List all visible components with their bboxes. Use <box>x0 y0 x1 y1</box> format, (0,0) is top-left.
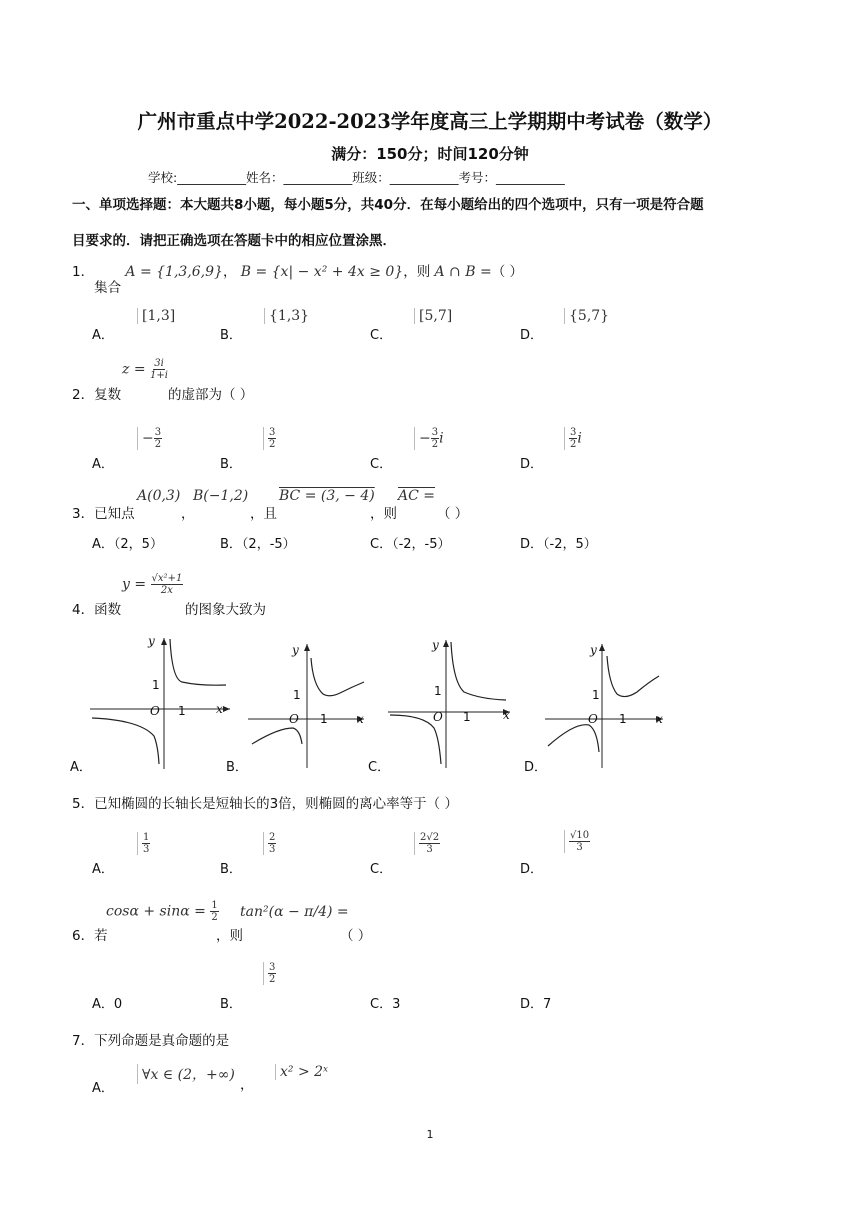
fraction-numerator: 3 <box>154 427 162 438</box>
condition-formula <box>106 900 219 923</box>
option-c <box>370 533 451 552</box>
section-instructions-line1: 一、单项选择题：本大题共8小题，每小题5分，共40分．在每小题给出的四个选项中，只有一项是符合题 <box>72 197 704 213</box>
option-value: （2，-5） <box>241 537 296 552</box>
origin-label: O <box>433 710 443 724</box>
option-a-quantifier: ∀x ∈ (2，+∞) <box>137 1064 235 1084</box>
option-d-formula: {5,7} <box>564 308 609 324</box>
option-value: 3 <box>392 997 401 1012</box>
student-info-line: 学校:___________姓名：___________班级：___________考号：___________ <box>148 170 565 185</box>
option-a-formula <box>137 832 150 855</box>
graph-option-b <box>248 640 373 770</box>
imaginary-unit: i <box>439 430 444 447</box>
function-formula <box>122 573 183 596</box>
option-label: C． <box>370 997 393 1012</box>
option-label-c: C． <box>368 760 391 775</box>
fraction-numerator: 1 <box>211 900 218 911</box>
option-label-c: C． <box>370 457 393 472</box>
option-label: D． <box>520 537 544 552</box>
option-label-a: A． <box>92 1081 114 1096</box>
section-instructions-line2: 目要求的．请把正确选项在答题卡中的相应位置涂黑． <box>72 233 396 249</box>
tick-label-x1: 1 <box>463 710 471 724</box>
option-value: （-2，5） <box>543 537 597 552</box>
tick-label-x1: 1 <box>320 712 328 726</box>
comma: ， <box>181 506 195 522</box>
option-label: D． <box>520 997 544 1012</box>
axis-label-x: x <box>357 712 364 726</box>
tick-label-y1: 1 <box>152 678 160 692</box>
axis-label-y: y <box>432 638 439 652</box>
option-a-inequality: x² > 2ˣ <box>275 1064 328 1080</box>
fraction-denominator: 2 <box>211 912 218 923</box>
fraction-numerator: 3 <box>269 962 276 973</box>
option-c-formula <box>414 427 444 450</box>
fraction-numerator: 2√2 <box>420 832 440 843</box>
option-a <box>92 993 122 1012</box>
option-b-formula: {1,3} <box>264 308 309 324</box>
option-label-a: A． <box>92 862 114 877</box>
formula-text: y = <box>122 576 147 593</box>
fraction-numerator: 2 <box>269 832 276 843</box>
option-value: 0 <box>113 997 123 1012</box>
option-value: （-2，-5） <box>392 537 451 552</box>
fraction-denominator: 3 <box>576 842 583 853</box>
formula-text: cosα + sinα = <box>106 903 206 920</box>
question-number: 1． <box>72 264 95 280</box>
option-d <box>520 993 551 1012</box>
fraction-numerator: 1 <box>143 832 150 843</box>
page-number: 1 <box>426 1128 434 1141</box>
question-7 <box>72 1029 229 1049</box>
fraction-denominator: 2 <box>269 974 276 985</box>
fraction-numerator: 3 <box>269 427 276 438</box>
question-text: 复数 <box>94 387 122 403</box>
minus-sign: − <box>142 430 154 447</box>
point-b-formula: B(−1,2) <box>193 488 249 504</box>
vector-bc-formula: BC = (3, − 4) <box>279 488 375 504</box>
option-label-c: C． <box>370 862 393 877</box>
option-label: A． <box>92 997 114 1012</box>
set-a-formula: A = {1,3,6,9} <box>125 264 223 280</box>
question-number: 6． <box>72 928 95 944</box>
axis-label-y: y <box>292 643 299 657</box>
option-label-d: D． <box>520 862 544 877</box>
tick-label-y1: 1 <box>434 684 442 698</box>
answer-blank: （ ） <box>491 264 524 280</box>
option-b-formula <box>263 427 276 450</box>
question-text: 函数 <box>94 602 122 618</box>
question-text: ，则 <box>370 506 397 522</box>
option-label-a: A． <box>92 328 114 343</box>
option-label-b: B． <box>220 328 242 343</box>
comma: ， <box>240 1077 254 1093</box>
question-text: 若 <box>94 928 108 944</box>
axis-label-y: y <box>148 634 155 648</box>
option-a <box>92 533 163 552</box>
minus-sign: − <box>419 430 431 447</box>
option-d-formula <box>564 427 582 450</box>
option-label-b: B． <box>220 457 242 472</box>
option-d <box>520 533 597 552</box>
fraction-numerator: √10 <box>570 830 590 841</box>
option-label-c: C． <box>370 328 393 343</box>
question-6 <box>72 924 108 944</box>
tick-label-x1: 1 <box>178 704 186 718</box>
fraction-denominator: 3 <box>269 844 276 855</box>
axis-label-x: x <box>216 702 223 716</box>
question-5 <box>72 792 458 812</box>
option-c-formula: [5,7] <box>414 308 452 324</box>
question-number: 5． <box>72 796 95 812</box>
question-number: 3． <box>72 506 95 522</box>
option-label: A． <box>92 537 114 552</box>
option-label-b: B． <box>226 760 248 775</box>
option-label: C． <box>370 537 393 552</box>
question-text: 下列命题是真命题的是 <box>94 1033 230 1049</box>
fraction-denominator: 2x <box>160 585 173 596</box>
fraction-numerator: √x²+1 <box>151 573 183 584</box>
option-label-d: D． <box>524 760 548 775</box>
graph-option-d <box>545 640 670 770</box>
question-text: 已知点 <box>94 506 135 522</box>
option-a-formula <box>137 427 162 450</box>
axis-label-x: x <box>656 712 663 726</box>
origin-label: O <box>150 704 160 718</box>
question-text: 的图象大致为 <box>185 602 266 618</box>
option-b-formula <box>263 832 276 855</box>
question-text: 已知椭圆的长轴长是短轴长的3倍，则椭圆的离心率等于（ ） <box>94 796 458 812</box>
option-value: 7 <box>543 997 552 1012</box>
tick-label-y1: 1 <box>592 688 600 702</box>
question-text: 的虚部为（ ） <box>168 387 254 403</box>
tangent-formula: tan²(α − π/4) = <box>240 904 349 920</box>
question-text: ，且 <box>250 506 277 522</box>
option-a-formula: [1,3] <box>137 308 175 324</box>
option-label-b: B． <box>220 997 242 1012</box>
complex-number-formula <box>122 358 168 381</box>
option-c-formula <box>414 832 440 855</box>
question-1: 1．集合 A = {1,3,6,9}， B = {x| − x² + 4x ≥ 0}，则 A ∩ B =（ ） <box>72 264 524 296</box>
fraction-numerator: 3 <box>570 427 577 438</box>
fraction-denominator: 2 <box>431 439 439 450</box>
option-c <box>370 993 400 1012</box>
question-3 <box>72 502 135 522</box>
question-4 <box>72 598 121 618</box>
fraction-denominator: 3 <box>426 844 433 855</box>
answer-blank: （ ） <box>340 928 372 944</box>
fraction-denominator: 3 <box>143 844 150 855</box>
question-text: ，则 <box>216 928 243 944</box>
question-text: 集合 <box>94 280 122 296</box>
tick-label-x1: 1 <box>619 712 627 726</box>
formula-text: z = <box>122 361 146 378</box>
axis-label-x: x <box>503 708 510 722</box>
option-b-formula <box>263 962 276 985</box>
fraction-denominator: 1+i <box>150 370 168 381</box>
option-label-d: D． <box>520 328 544 343</box>
option-label-d: D． <box>520 457 544 472</box>
answer-blank: （ ） <box>437 506 469 522</box>
origin-label: O <box>588 712 598 726</box>
question-number: 2． <box>72 387 95 403</box>
graph-option-c <box>388 636 518 771</box>
option-label-a: A． <box>92 457 114 472</box>
fraction-denominator: 2 <box>269 439 276 450</box>
option-label-b: B． <box>220 862 242 877</box>
imaginary-unit: i <box>577 430 582 447</box>
option-value: （2，5） <box>113 537 163 552</box>
question-text: ，则 <box>403 264 431 280</box>
exam-meta: 满分：150分；时间120分钟 <box>331 145 529 163</box>
page-title: 广州市重点中学2022-2023学年度高三上学期期中考试卷（数学） <box>137 110 723 133</box>
origin-label: O <box>289 712 299 726</box>
point-a-formula: A(0,3) <box>137 488 181 504</box>
vector-ac-formula: AC = <box>398 488 436 504</box>
question-2 <box>72 383 121 403</box>
tick-label-y1: 1 <box>293 688 301 702</box>
fraction-numerator: 3 <box>431 427 439 438</box>
question-number: 4． <box>72 602 95 618</box>
question-number: 7． <box>72 1033 95 1049</box>
fraction-denominator: 2 <box>154 439 162 450</box>
intersection-formula: A ∩ B = <box>434 264 492 280</box>
fraction-numerator: 3i <box>154 358 164 369</box>
option-label: B． <box>220 537 242 552</box>
option-d-formula <box>564 830 590 853</box>
set-b-formula: B = {x| − x² + 4x ≥ 0} <box>240 264 404 280</box>
fraction-denominator: 2 <box>570 439 577 450</box>
option-label-a: A． <box>70 760 92 775</box>
axis-label-y: y <box>590 643 597 657</box>
option-b <box>220 533 296 552</box>
